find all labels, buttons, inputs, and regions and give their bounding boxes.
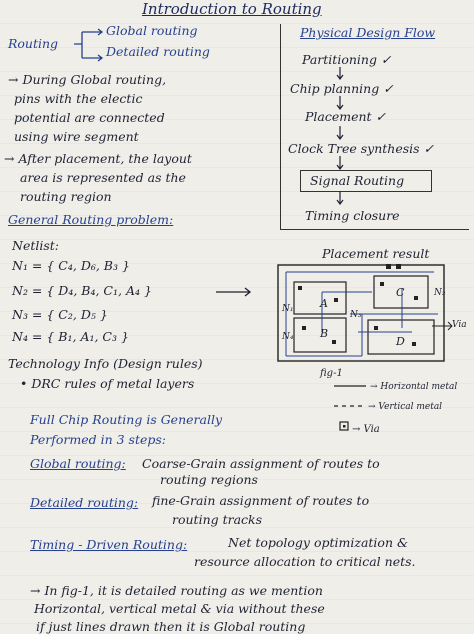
para1-line: → During Global routing, (8, 72, 167, 87)
para2-line: → After placement, the layout (4, 151, 192, 166)
global-routing-def: routing regions (160, 472, 258, 487)
flow-step: Timing closure (305, 208, 400, 223)
tech-info-line: • DRC rules of metal layers (20, 376, 195, 391)
net-label-n4: N₄ (282, 332, 294, 342)
net-label-n3: N₃ (350, 310, 362, 320)
steps-intro: Full Chip Routing is Generally (30, 412, 223, 427)
figure-label: fig-1 (320, 368, 343, 379)
global-routing-term: Global routing: (30, 456, 126, 471)
placement-figure (262, 262, 462, 372)
bottom-line: → In fig-1, it is detailed routing as we mention (30, 583, 323, 598)
net-n2: N₂ = { D₄, B₄, C₁, A₄ } (12, 283, 152, 298)
flow-step: Placement ✓ (305, 109, 387, 124)
flow-step: Chip planning ✓ (290, 81, 394, 96)
net-n1: N₁ = { C₄, D₆, B₃ } (12, 258, 130, 273)
tech-info-line: Technology Info (Design rules) (8, 356, 203, 371)
bottom-line: Horizontal, vertical metal & via without these (34, 601, 325, 616)
detailed-routing-def: fine-Grain assignment of routes to (152, 493, 370, 508)
flow-step: Clock Tree synthesis ✓ (288, 141, 434, 156)
detailed-routing-term: Detailed routing: (30, 495, 139, 510)
block-c-label: C (396, 286, 405, 299)
timing-routing-def: Net topology optimization & (228, 535, 409, 550)
flow-heading: Physical Design Flow (300, 25, 436, 40)
routing-root: Routing (8, 36, 59, 51)
timing-routing-term: Timing - Driven Routing: (30, 537, 188, 552)
flow-arrows (332, 64, 352, 234)
global-routing-def: Coarse-Grain assignment of routes to (142, 456, 380, 471)
bottom-line: if just lines drawn then it is Global routing (36, 619, 306, 634)
flow-step: Partitioning ✓ (302, 52, 392, 67)
para1-line: potential are connected (14, 110, 165, 125)
block-b-label: B (320, 327, 329, 340)
para2-line: area is represented as the (20, 170, 186, 185)
to-figure-arrow (214, 286, 254, 298)
para1-line: pins with the electic (14, 91, 143, 106)
legend-horizontal: → Horizontal metal (370, 382, 458, 392)
page-title: Introduction to Routing (142, 0, 322, 18)
global-routing-branch: Global routing (106, 23, 198, 38)
detailed-routing-branch: Detailed routing (106, 44, 210, 59)
timing-routing-def: resource allocation to critical nets. (194, 554, 416, 569)
para2-line: routing region (20, 189, 112, 204)
legend-vertical: → Vertical metal (368, 402, 443, 412)
detailed-routing-def: routing tracks (172, 512, 263, 527)
net-label-n2: N₂ (434, 288, 446, 298)
general-routing-heading: General Routing problem: (8, 212, 174, 227)
net-label-n1: N₁ (282, 304, 294, 314)
netlist-label: Netlist: (12, 238, 60, 253)
via-label: Via (452, 320, 467, 330)
steps-intro: Performed in 3 steps: (30, 432, 166, 447)
legend-via: → Via (352, 424, 380, 435)
block-a-label: A (320, 297, 328, 310)
flow-step-highlight: Signal Routing (310, 173, 405, 188)
block-d-label: D (396, 335, 405, 348)
net-n3: N₃ = { C₂, D₅ } (12, 307, 108, 322)
para1-line: using wire segment (14, 129, 139, 144)
figure-caption: Placement result (322, 246, 430, 261)
net-n4: N₄ = { B₁, A₁, C₃ } (12, 329, 129, 344)
